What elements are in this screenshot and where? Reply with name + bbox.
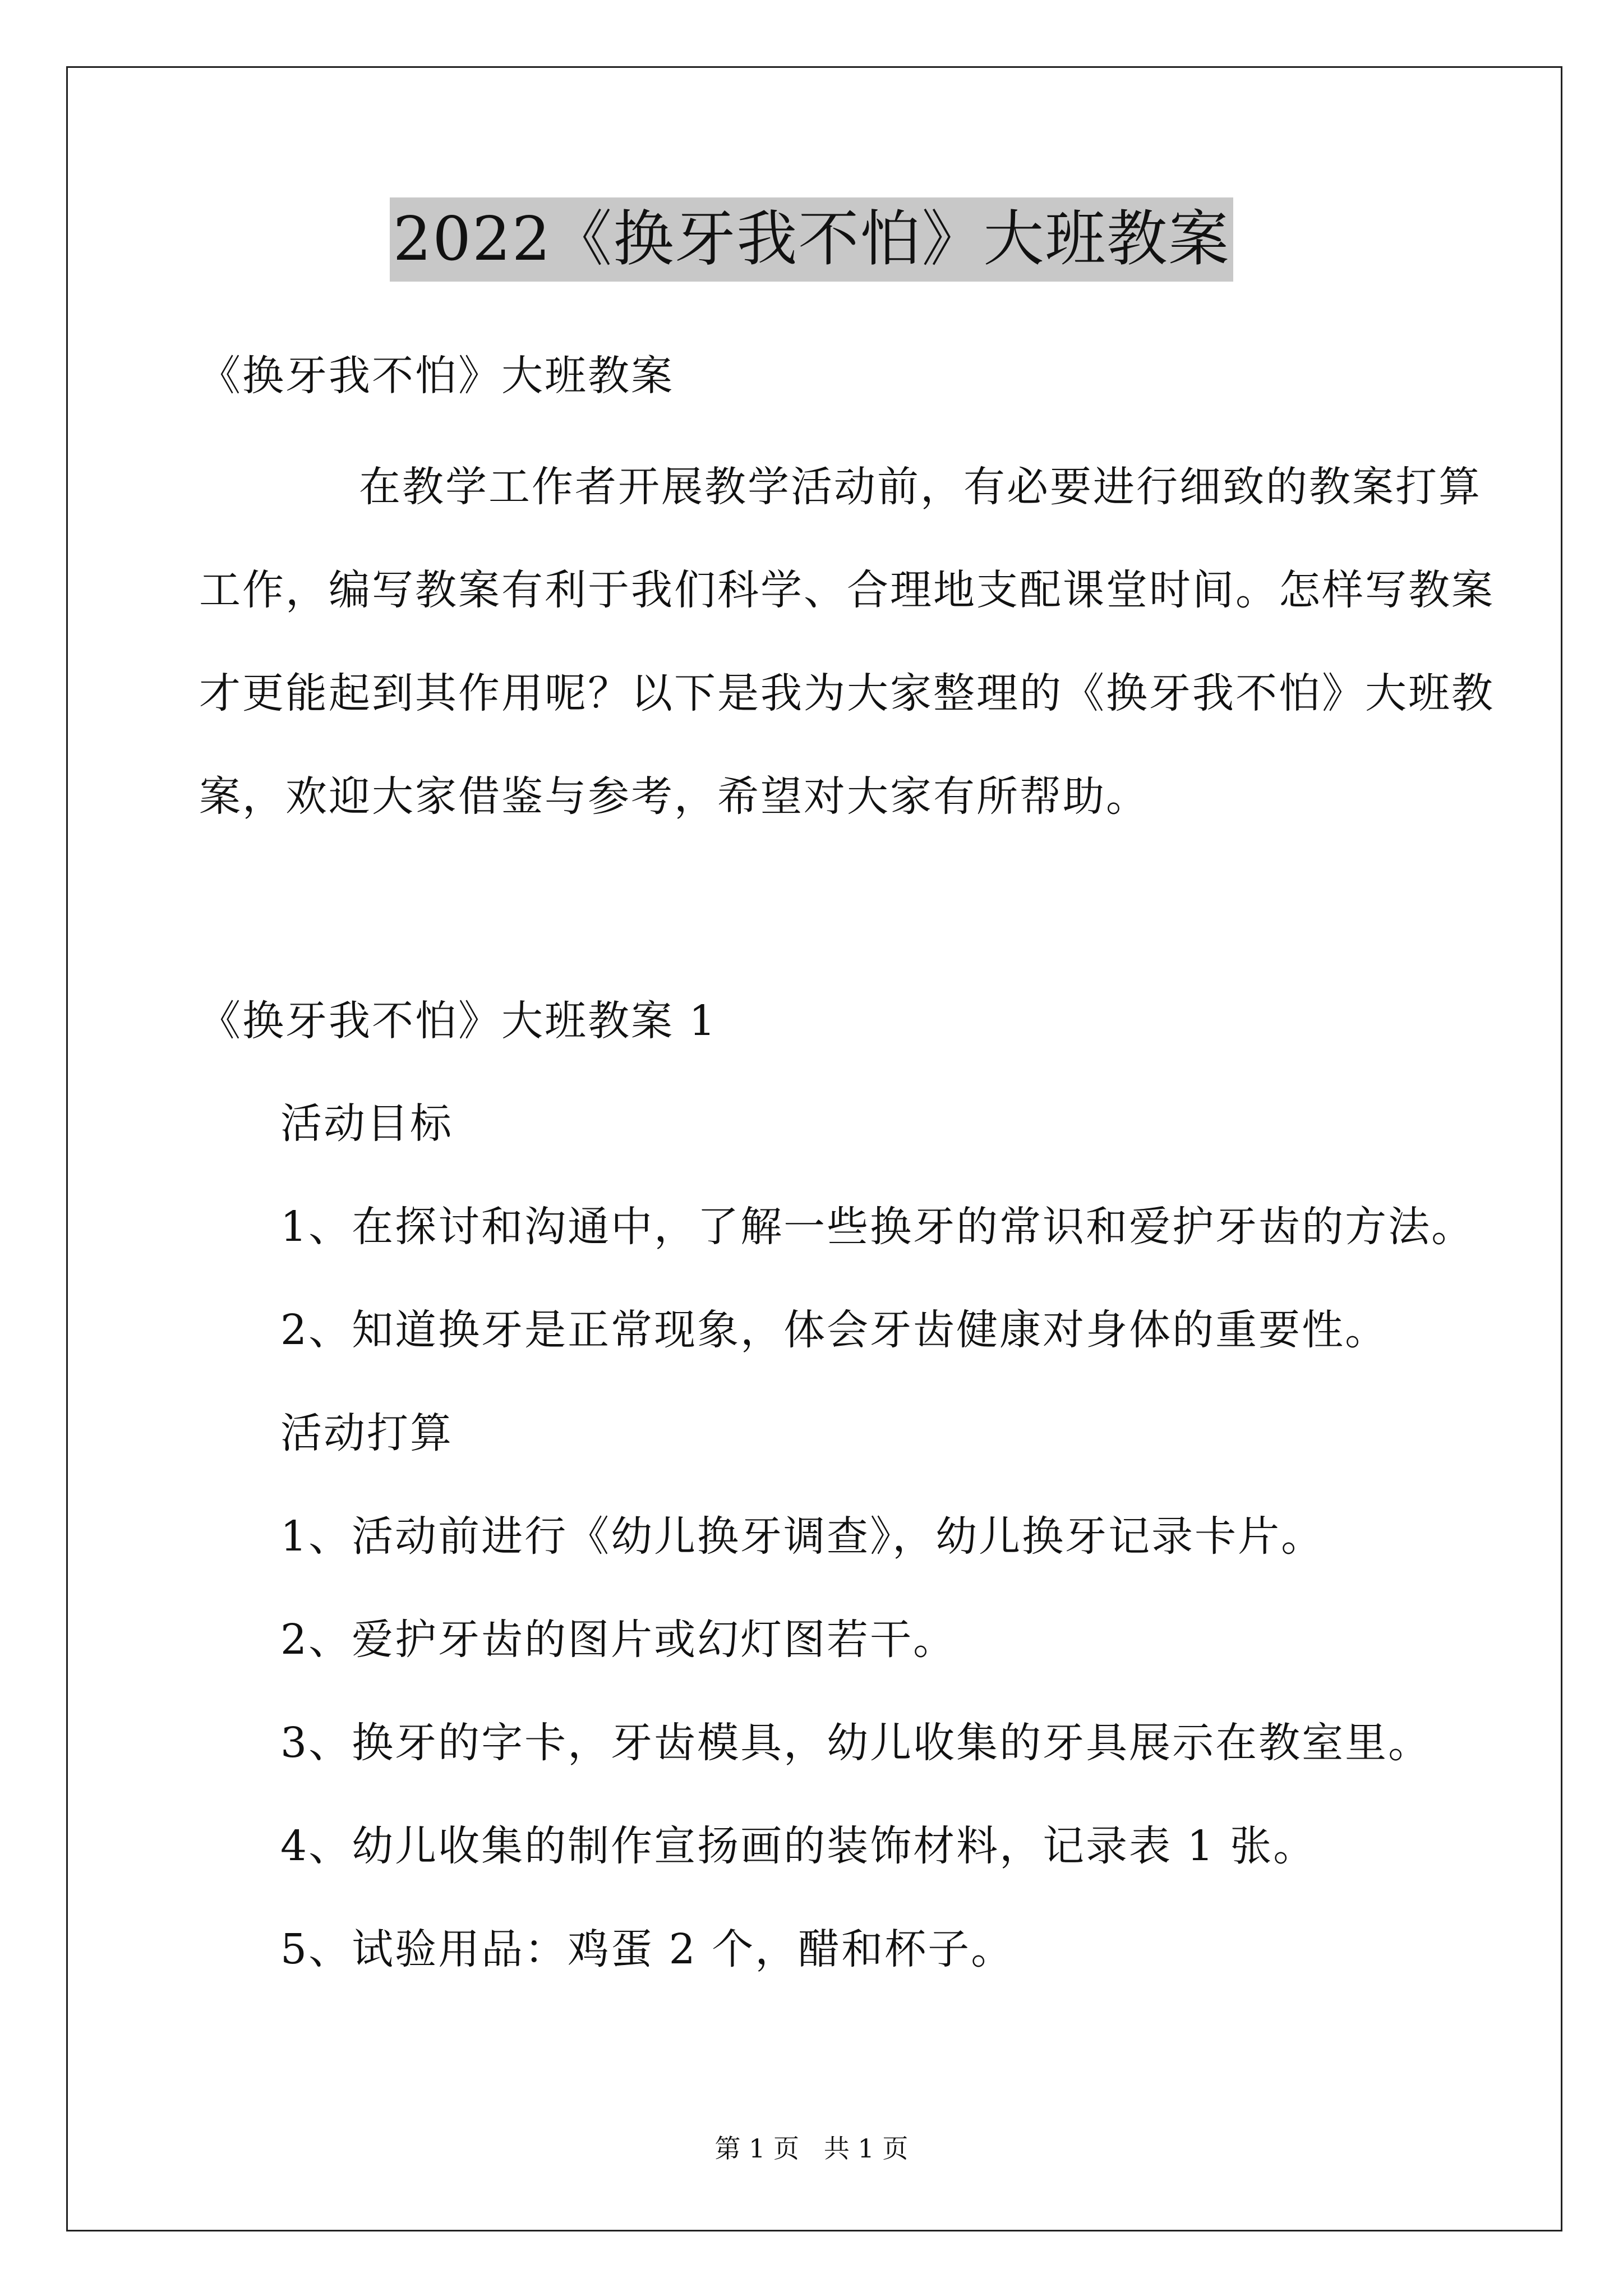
title-wrap (0, 197, 1623, 282)
prep-heading: 活动打算 (280, 1409, 453, 1457)
intro-line-2: 工作，编写教案有利于我们科学、合理地支配课堂时间。怎样写教案 (199, 566, 1495, 614)
document-subtitle: 《换牙我不怕》大班教案 (199, 352, 674, 400)
page-footer: 第 1 页 共 1 页 (714, 2133, 909, 2164)
prep-item-3: 3、换牙的字卡，牙齿模具，幼儿收集的牙具展示在教室里。 (280, 1719, 1432, 1767)
prep-item-4: 4、幼儿收集的制作宣扬画的装饰材料，记录表 1 张。 (280, 1822, 1317, 1870)
intro-line-3: 才更能起到其作用呢？以下是我为大家整理的《换牙我不怕》大班教 (199, 669, 1495, 717)
prep-item-2: 2、爱护牙齿的图片或幻灯图若干。 (280, 1616, 957, 1664)
prep-item-5: 5、试验用品：鸡蛋 2 个，醋和杯子。 (280, 1925, 1015, 1973)
intro-line-1: 在教学工作者开展教学活动前，有必要进行细致的教案打算 (359, 463, 1482, 511)
intro-line-4: 案，欢迎大家借鉴与参考，希望对大家有所帮助。 (199, 772, 1149, 821)
section-heading: 《换牙我不怕》大班教案 1 (199, 997, 717, 1045)
goals-heading: 活动目标 (280, 1099, 453, 1148)
prep-item-1: 1、活动前进行《幼儿换牙调查》，幼儿换牙记录卡片。 (280, 1512, 1325, 1561)
goal-item-2: 2、知道换牙是正常现象，体会牙齿健康对身体的重要性。 (280, 1306, 1389, 1354)
goal-item-1: 1、在探讨和沟通中，了解一些换牙的常识和爱护牙齿的方法。 (280, 1203, 1475, 1251)
document-title: 2022《换牙我不怕》大班教案 (390, 197, 1234, 282)
